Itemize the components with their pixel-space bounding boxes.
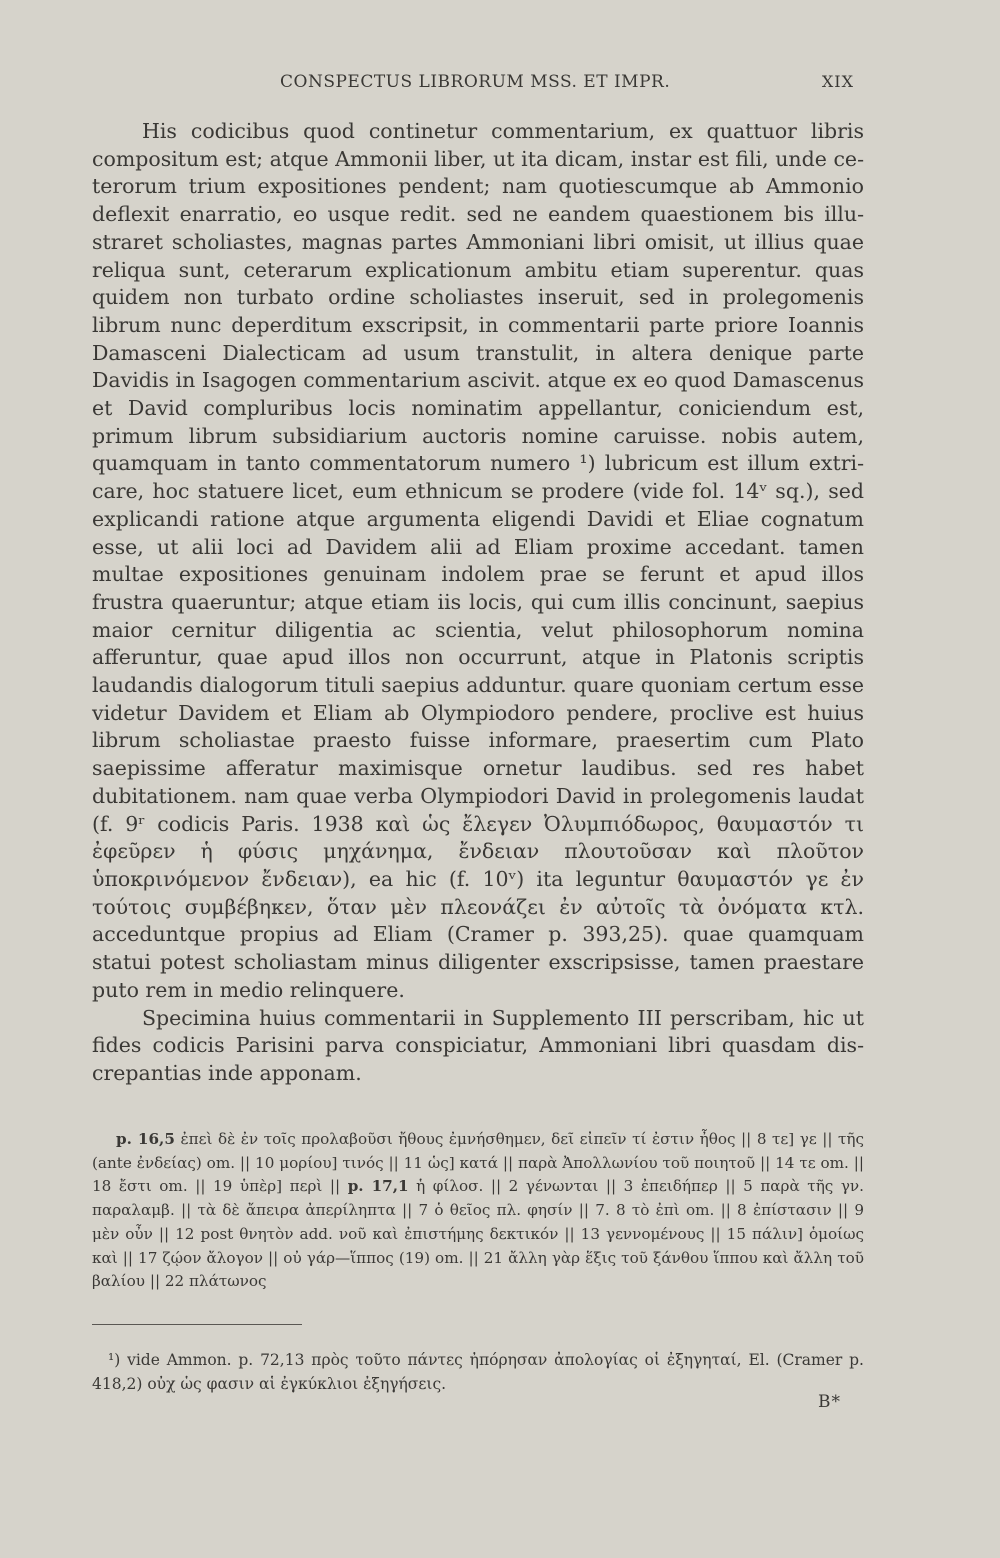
apparatus-ref-2: p. 17,1 (347, 1177, 409, 1196)
footnote (92, 1348, 864, 1396)
critical-apparatus (92, 1128, 864, 1294)
page-number: XIX (821, 72, 854, 91)
apparatus-text-2: ἡ φίλοσ. || 2 γένωνται || 3 ἐπειδήπερ || 5 παρὰ τῆς γν. παραλαμβ. || τὰ δὲ ἄπειρα ἀπερίληπτα || 7 ὁ θεῖος πλ. φησίν || 7. 8 τὸ ἐπὶ om. || 8 ἐπίστασιν || 9 μὲν οὖν || 12 post θνητὸν add. νοῦ καὶ ἐπιστήμης δεκτικόν || 13 γεννομένους || 15 πάλιν] ὁμοίως καὶ || 17 ζῴον ἄλογον || οὐ γάρ—ἵππος (19) om. || 21 ἄλλη γὰρ ἕξις τοῦ ξάνθου ἵππου καὶ ἄλλη τοῦ βαλίου || 22 πλάτωνος (92, 1177, 864, 1291)
apparatus-text: ἐπεὶ δὲ ἐν τοῖς προλαβοῦσι ἤθους ἐμνήσθημεν, δεῖ εἰπεῖν τί ἐστιν ἦθος || 8 τε] γε || τῆς (ante ἐνδείας) om. || 10 μορίου] τινός || 11 ὡς] κατά || παρὰ Ἀπολλωνίου τοῦ ποιητοῦ || 14 τε om. || 18 ἔστι om. || 19 ὑπὲρ] περὶ || (92, 1130, 865, 1196)
running-head-title: CONSPECTUS LIBRORUM MSS. ET IMPR. (280, 72, 671, 92)
signature-mark: B* (818, 1392, 841, 1412)
apparatus-ref: p. 16,5 (116, 1130, 175, 1148)
footnote-text: ¹) vide Ammon. p. 72,13 πρὸς τοῦτο πάντες ἠπόρησαν ἀπολογίας οἱ ἐξηγηταί, El. (Cramer p. 418,2) οὐχ ὡς φασιν αἱ ἐγκύκλιοι ἐξηγήσεις. (92, 1351, 864, 1393)
paragraph-specimina: Specimina huius commentarii in Supplemento III perscribam, hic ut fides codicis Parisini parva conspiciatur, Ammoniani libri quasdam discrepantias inde apponam. (92, 1005, 864, 1085)
main-text (92, 118, 864, 1088)
apparatus-entry (92, 1128, 864, 1294)
paragraph-commentary: His codicibus quod continetur commentarium, ex quattuor libris compositum est; atque Ammonii liber, ut ita dicam, instar est fili, unde ceterorum trium expositiones pendent; nam quotiescumque ab Ammonio deflexit enarratio, eo usque redit. sed ne eandem quaestionem bis illustraret scholiastes, magnas partes Ammoniani libri omisit, ut illius quae reliqua sunt, ceterarum explicationum ambitu etiam superentur. quas quidem non turbato ordine scholiastes inseruit, sed in prolegomenis librum nunc deperditum exscripsit, in commentarii parte priore Ioannis Damasceni Dialecticam ad usum transtulit, in altera denique parte Davidis in Isagogen commentarium ascivit. atque ex eo quod Damascenus et David compluribus locis nominatim appellantur, coniciendum est, primum librum subsidiarium auctoris nomine caruisse. nobis autem, quamquam in tanto commentatorum numero ¹) lubricum est illum extricare, hoc statuere licet, eum ethnicum se prodere (vide fol. 14ᵛ sq.), sed explicandi ratione atque argumenta eligendi Davidi et Eliae cognatum esse, ut alii loci ad Davidem alii ad Eliam proxime accedant. tamen multae expositiones genuinam indolem prae se ferunt et apud illos frustra quaeruntur; atque etiam iis locis, qui cum illis concinunt, saepius maior cernitur diligentia ac scientia, velut philosophorum nomina afferuntur, quae apud illos non occurrunt, atque in Platonis scriptis laudandis dialogorum tituli saepius adduntur. quare quoniam certum esse videtur Davidem et Eliam ab Olympiodoro pendere, proclive est huius librum scholiastae praesto fuisse informare, praesertim cum Plato saepissime afferatur maximisque ornetur laudibus. sed res habet dubitationem. nam quae verba Olympiodori David in prolegomenis laudat (f. 9ʳ codicis Paris. 1938 καὶ ὡς ἔλεγεν Ὀλυμπιόδωρος, θαυμαστόν τι ἐφεῦρεν ἡ φύσις μηχάνημα, ἔνδειαν πλουτοῦσαν καὶ πλοῦτον ὑποκρινόμενον ἔνδειαν), ea hic (f. 10ᵛ) ita leguntur θαυμαστόν γε ἐν τούτοις συμβέβηκεν, ὅταν μὲν πλεονάζει ἐν αὐτοῖς τὰ ὀνόματα κτλ. acceduntque propius ad Eliam (Cramer p. 393,25). quae quamquam statui potest scholiastam minus diligenter exscripsisse, tamen praestare puto rem in medio relinquere. (92, 119, 864, 1002)
footnote-rule (92, 1324, 302, 1325)
